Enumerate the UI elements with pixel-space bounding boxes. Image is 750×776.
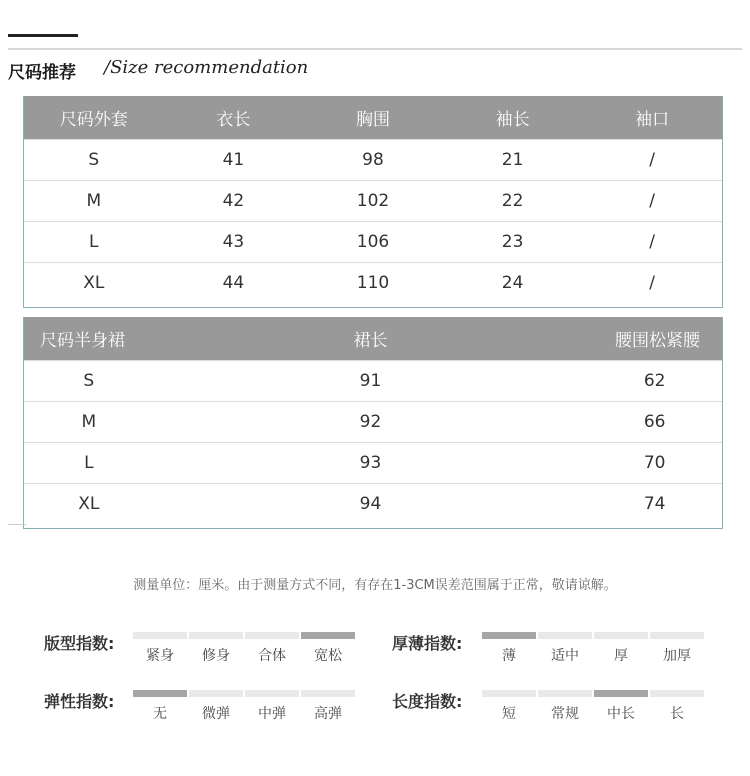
table-cell: 106	[356, 232, 390, 252]
jacket-size-table	[23, 96, 723, 308]
scale-bar	[301, 690, 355, 697]
scale-option-label: 薄	[502, 648, 516, 664]
scale-option	[482, 690, 536, 723]
length-index-scale	[482, 690, 706, 723]
column-header: 袖长	[495, 110, 530, 130]
elasticity-index-label: 弹性指数:	[44, 692, 115, 711]
table-cell: 91	[359, 371, 382, 391]
scale-option	[538, 632, 592, 665]
scale-bar-selected	[301, 632, 355, 639]
elasticity-index-scale	[133, 690, 357, 723]
length-index-label: 长度指数:	[392, 692, 463, 711]
scale-bar	[538, 690, 592, 697]
scale-option	[301, 632, 355, 665]
fit-index-label: 版型指数:	[44, 634, 115, 653]
table-cell: 22	[501, 191, 524, 211]
section-title: 尺码推荐	[8, 63, 76, 83]
header-accent-line	[8, 34, 78, 37]
scale-option-label: 常规	[551, 706, 579, 722]
scale-bar	[650, 690, 704, 697]
scale-option-label: 中长	[607, 706, 635, 722]
scale-bar-selected	[482, 632, 536, 639]
table-cell: 44	[222, 273, 245, 293]
scale-option-label: 无	[153, 706, 167, 722]
table-header	[24, 96, 722, 139]
table-cell: 110	[356, 273, 390, 293]
column-header: 腰围松紧腰	[615, 331, 700, 351]
thickness-index-scale	[482, 632, 706, 665]
table-cell: 102	[356, 191, 390, 211]
scale-option-label: 紧身	[146, 648, 174, 664]
measurement-note: 测量单位：厘米。由于测量方式不同，有存在1-3CM误差范围属于正常，敬请谅解。	[133, 578, 617, 593]
table-cell: L	[84, 453, 94, 473]
table-row	[24, 221, 722, 262]
skirt-size-table	[23, 317, 723, 529]
table-cell: 23	[501, 232, 524, 252]
scale-option	[301, 690, 355, 723]
scale-option	[189, 632, 243, 665]
table-row	[24, 180, 722, 221]
table-row	[24, 401, 722, 442]
fit-index-scale	[133, 632, 357, 665]
scale-option-label: 中弹	[258, 706, 286, 722]
column-header: 袖口	[635, 110, 670, 130]
scale-bar	[133, 632, 187, 639]
table-cell: M	[81, 412, 97, 432]
scale-option-label: 宽松	[314, 648, 342, 664]
column-header: 尺码外套	[59, 110, 128, 130]
table-cell: 93	[359, 453, 382, 473]
table-row	[24, 262, 722, 303]
scale-bar-selected	[133, 690, 187, 697]
scale-option-label: 高弹	[314, 706, 342, 722]
scale-bar	[245, 690, 299, 697]
table-cell: M	[86, 191, 102, 211]
column-header: 尺码半身裙	[40, 331, 125, 351]
scale-bar	[189, 690, 243, 697]
table-cell: XL	[83, 273, 105, 293]
scale-bar	[482, 690, 536, 697]
scale-bar	[538, 632, 592, 639]
table-cell: L	[89, 232, 99, 252]
scale-bar-selected	[594, 690, 648, 697]
scale-option-label: 厚	[614, 648, 628, 664]
scale-bar	[650, 632, 704, 639]
table-row	[24, 442, 722, 483]
header-divider	[8, 48, 742, 50]
scale-option-label: 合体	[258, 648, 286, 664]
table-cell: 94	[359, 494, 382, 514]
column-header: 裙长	[353, 331, 388, 351]
scale-bar	[189, 632, 243, 639]
table-cell: 43	[222, 232, 245, 252]
scale-option	[133, 690, 187, 723]
scale-bar	[594, 632, 648, 639]
scale-option	[650, 690, 704, 723]
table-cell: 21	[501, 150, 524, 170]
table-cell: /	[649, 232, 656, 252]
table-row	[24, 483, 722, 524]
table-cell: S	[88, 150, 100, 170]
column-header: 胸围	[355, 110, 390, 130]
scale-option	[594, 690, 648, 723]
table-cell: /	[649, 150, 656, 170]
scale-bar	[245, 632, 299, 639]
table-cell: 66	[643, 412, 666, 432]
divider	[8, 524, 26, 525]
scale-option	[245, 632, 299, 665]
table-cell: S	[83, 371, 95, 391]
scale-option	[594, 632, 648, 665]
scale-option-label: 加厚	[663, 648, 691, 664]
scale-option-label: 微弹	[202, 706, 230, 722]
table-header	[24, 317, 722, 360]
table-cell: 70	[643, 453, 666, 473]
table-cell: /	[649, 273, 656, 293]
table-cell: 42	[222, 191, 245, 211]
section-subtitle: /Size recommendation	[104, 57, 309, 78]
scale-option	[482, 632, 536, 665]
table-cell: 62	[643, 371, 666, 391]
table-row	[24, 139, 722, 180]
table-cell: 41	[222, 150, 245, 170]
scale-option	[650, 632, 704, 665]
table-cell: /	[649, 191, 656, 211]
table-row	[24, 360, 722, 401]
table-cell: XL	[78, 494, 100, 514]
table-cell: 74	[643, 494, 666, 514]
scale-option-label: 短	[502, 706, 516, 722]
scale-option	[133, 632, 187, 665]
table-cell: 98	[362, 150, 384, 170]
table-cell: 24	[501, 273, 524, 293]
scale-option	[189, 690, 243, 723]
column-header: 衣长	[216, 110, 251, 130]
scale-option-label: 修身	[202, 648, 230, 664]
thickness-index-label: 厚薄指数:	[392, 634, 463, 653]
table-cell: 92	[359, 412, 382, 432]
scale-option	[245, 690, 299, 723]
scale-option-label: 长	[670, 706, 684, 722]
scale-option-label: 适中	[551, 648, 579, 664]
scale-option	[538, 690, 592, 723]
